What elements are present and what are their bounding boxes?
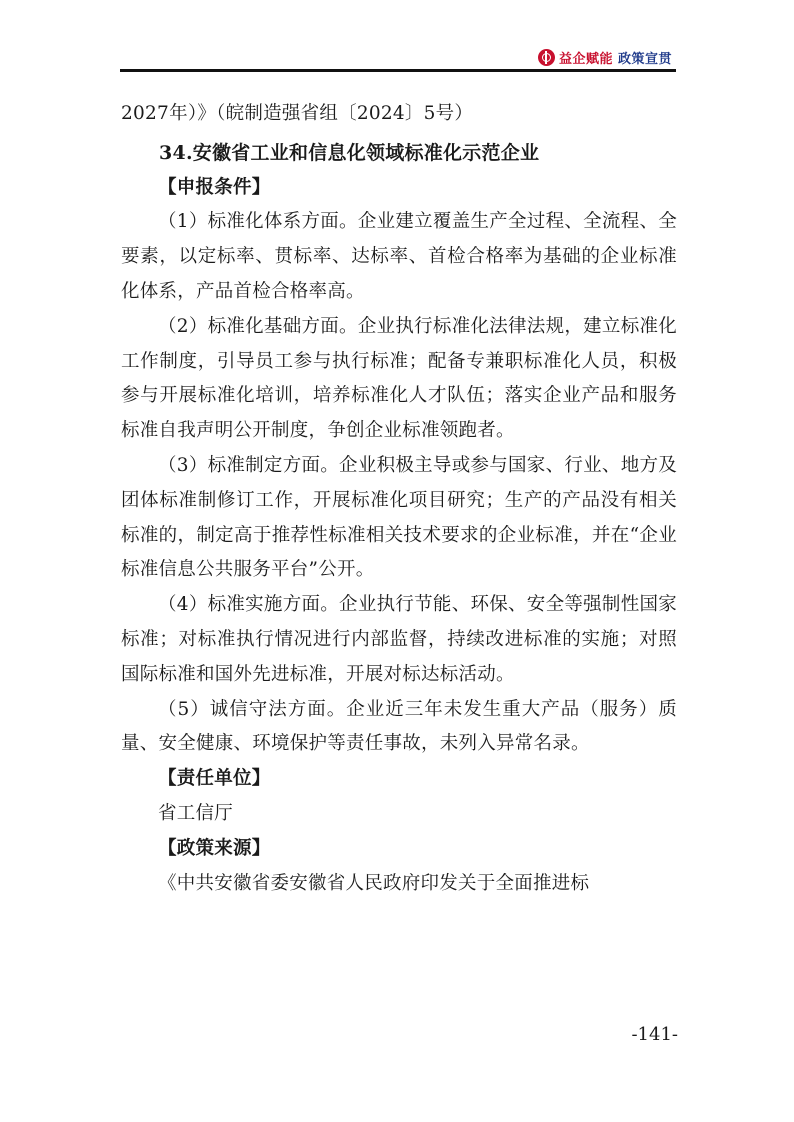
condition-2: （2）标准化基础方面。企业执行标准化法律法规，建立标准化工作制度，引导员工参与执行标准；配备专兼职标准化人员，积极参与开展标准化培训，培养标准化人才队伍；落实企业产品和服务标准自我声明公开制度，争创企业标准领跑者。 [121,315,677,442]
document-body [121,97,677,901]
header-brand [538,48,672,67]
responsible-unit: 省工信厅 [158,802,234,824]
continued-line: 2027年）》（皖制造强省组〔2024〕5号） [121,103,474,124]
condition-4: （4）标准实施方面。企业执行节能、环保、安全等强制性国家标准；对标准执行情况进行内部监督，持续改进标准的实施；对照国际标准和国外先进标准，开展对标达标活动。 [121,594,677,685]
brand-text-blue: 政策宣贯 [617,52,672,67]
policy-source-text: 《中共安徽省委安徽省人民政府印发关于全面推进标 [158,872,590,894]
condition-1: （1）标准化体系方面。企业建立覆盖生产全过程、全流程、全要素，以定标率、贯标率、达标率、首检合格率为基础的企业标准化体系，产品首检合格率高。 [121,211,677,302]
brand-text [559,48,672,67]
brand-logo-icon [538,49,555,66]
condition-5: （5）诚信守法方面。企业近三年未发生重大产品（服务）质量、安全健康、环境保护等责任事故，未列入异常名录。 [121,698,677,755]
label-conditions: 【申报条件】 [158,176,271,198]
condition-3: （3）标准制定方面。企业积极主导或参与国家、行业、地方及团体标准制修订工作，开展标准化项目研究；生产的产品没有相关标准的，制定高于推荐性标准相关技术要求的企业标准，并在“企业标准信息公共服务平台”公开。 [121,454,677,581]
label-responsible-unit: 【责任单位】 [158,768,271,790]
header-divider [120,69,676,72]
label-policy-source: 【政策来源】 [158,837,271,859]
section-heading: 34.安徽省工业和信息化领域标准化示范企业 [159,141,540,164]
page-number: -141- [631,1024,678,1045]
brand-text-red: 益企赋能 [558,52,613,67]
